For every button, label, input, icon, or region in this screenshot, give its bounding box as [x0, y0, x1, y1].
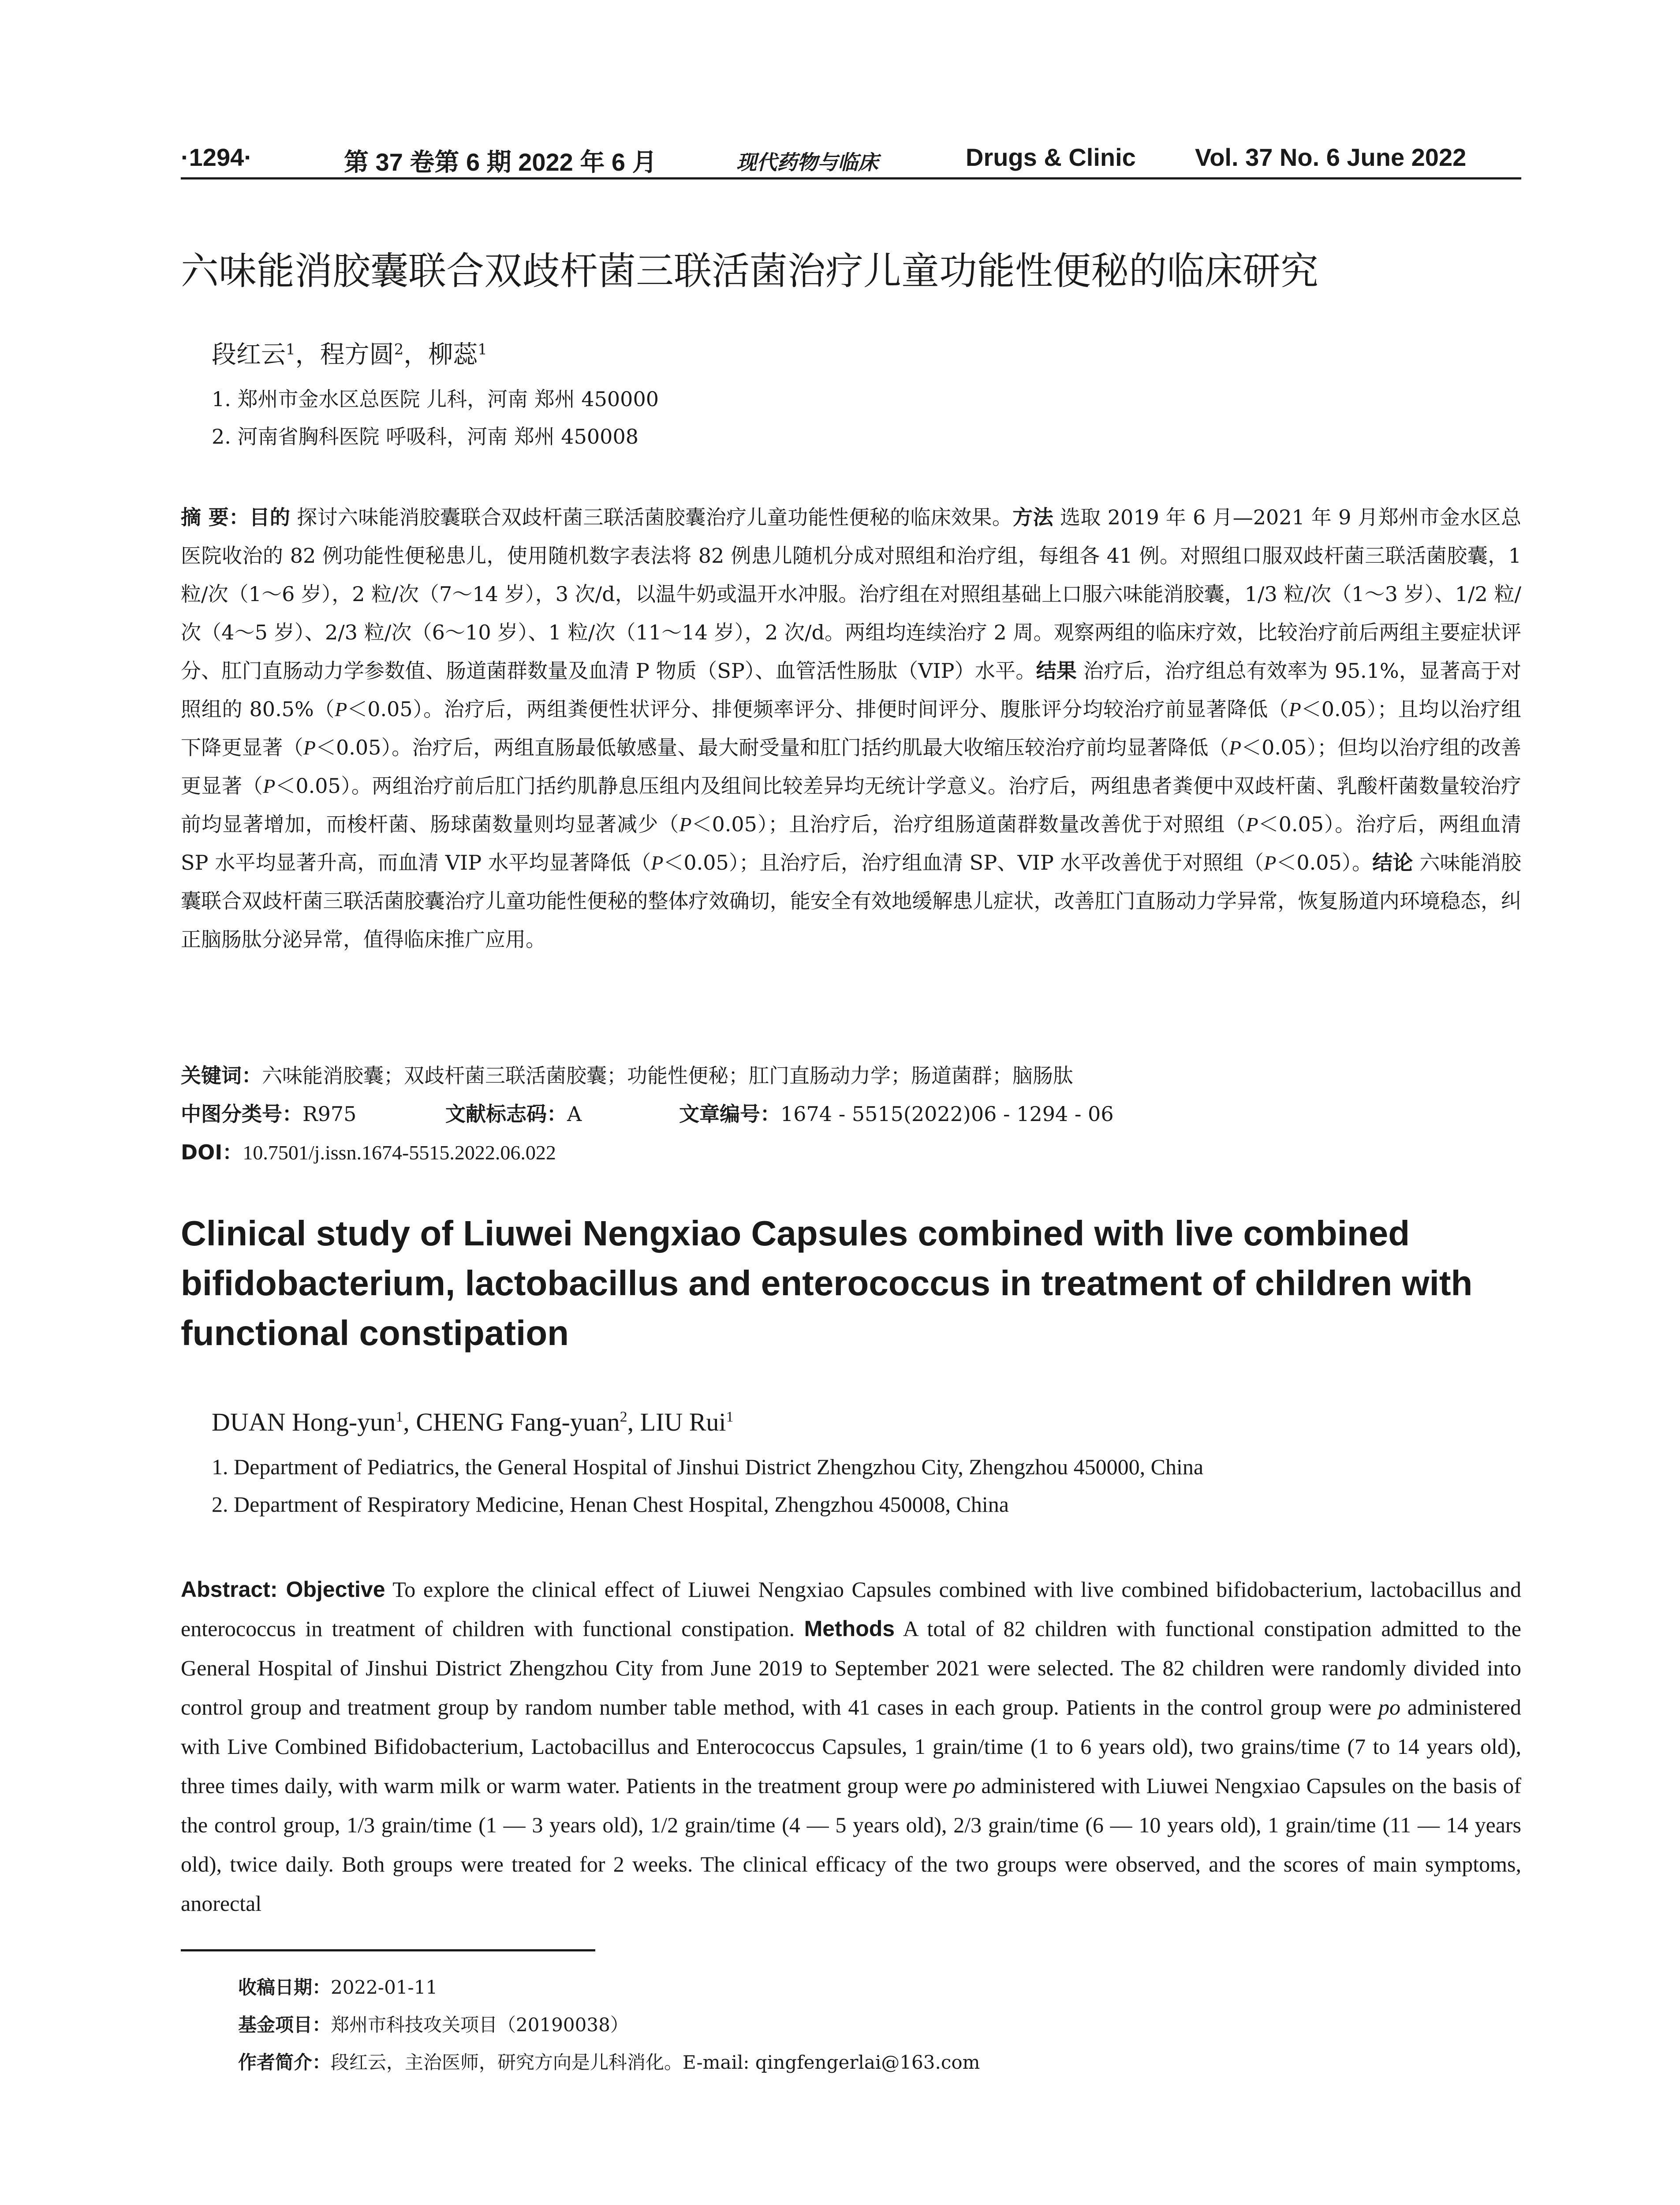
- results-text: 治疗后，治疗组总有效率为 95.1%，显著高于对照组的 80.5%（: [181, 659, 1522, 721]
- objective-label: 目的: [249, 505, 291, 529]
- doc-code-value: A: [567, 1102, 582, 1126]
- author-name: CHENG Fang-yuan: [416, 1408, 620, 1436]
- affiliation-en: 2. Department of Respiratory Medicine, Henan Chest Hospital, Zhengzhou 450008, China: [212, 1492, 1009, 1517]
- p-symbol: P: [1246, 813, 1258, 836]
- results-text: ＜0.05）。治疗后，两组直肠最低敏感量、最大耐受量和肛门括约肌最大收缩压较治疗前均显著降低（: [316, 736, 1229, 759]
- affiliation-cn: 1. 郑州市金水区总医院 儿科，河南 郑州 450000: [212, 387, 659, 411]
- title-en: Clinical study of Liuwei Nengxiao Capsules combined with live combined bifidobacterium, lactobacillus and enterococcus in treatment of children with functional constipation: [181, 1214, 1473, 1353]
- footnote-fund: [238, 2010, 629, 2041]
- abstract-label: 摘 要：: [181, 505, 250, 529]
- author-affil-mark: 1: [286, 340, 295, 359]
- results-text: ＜0.05）；且均以治疗组下降更显著（: [181, 697, 1522, 759]
- page-number: ·1294·: [181, 143, 252, 171]
- results-text: ＜0.05）；但均以治疗组的改善更显著（: [181, 736, 1522, 798]
- methods-text: administered with Liuwei Nengxiao Capsules on the basis of the control group, 1/3 grain/time (1 — 3 years old), 1/2 grain/time (4 — 5 years old), 2/3 grain/time (6 — 10 years old), 1 grain/time (11 — 14 years old), twice daily. Both groups were treated for 2 weeks. The clinical efficacy of the two groups were observed, and the scores of main symptoms, anorectal: [181, 1773, 1521, 1916]
- authors-cn: [212, 337, 487, 373]
- journal-name-en: Drugs & Clinic: [966, 143, 1136, 171]
- received-date: 2022-01-11: [331, 1977, 438, 1998]
- abstract-cn: [181, 498, 1521, 959]
- footnote-rule: [181, 1949, 595, 1951]
- objective-text: 探讨六味能消胶囊联合双歧杆菌三联活菌胶囊治疗儿童功能性便秘的临床效果。: [290, 505, 1013, 529]
- p-symbol: P: [335, 698, 347, 721]
- authors-en: [212, 1405, 734, 1440]
- doc-code-label: 文献标志码：: [445, 1102, 567, 1126]
- methods-label: Methods: [804, 1616, 895, 1641]
- author-name: 程方圆: [320, 340, 394, 369]
- author-separator: ，: [295, 340, 320, 369]
- author-bio-text: 段红云，主治医师，研究方向是儿科消化。E-mail: qingfengerlai@163.com: [331, 2052, 980, 2073]
- received-label: 收稿日期：: [238, 1977, 331, 1998]
- objective-label: Objective: [286, 1577, 385, 1602]
- results-text: ＜0.05）。治疗后，两组粪便性状评分、排便频率评分、排便时间评分、腹胀评分均较治疗前显著降低（: [347, 697, 1289, 721]
- affiliation-cn: 2. 河南省胸科医院 呼吸科，河南 郑州 450008: [212, 425, 638, 448]
- class-value: R975: [302, 1102, 357, 1126]
- methods-text: 选取 2019 年 6 月—2021 年 9 月郑州市金水区总医院收治的 82 例功能性便秘患儿，使用随机数字表法将 82 例患儿随机分成对照组和治疗组，每组各 41 例。对照组口服双歧杆菌三联活菌胶囊，1 粒/次（1～6 岁），2 粒/次（7～14 岁），3 次/d，以温牛奶或温开水冲服。治疗组在对照组基础上口服六味能消胶囊，1/3 粒/次（1～3 岁）、1/2 粒/次（4～5 岁）、2/3 粒/次（6～10 岁）、1 粒/次（11～14 岁），2 次/d。两组均连续治疗 2 周。观察两组的临床疗效，比较治疗前后两组主要症状评分、肛门直肠动力学参数值、肠道菌群数量及血清 P 物质（SP）、血管活性肠肽（VIP）水平。: [181, 505, 1522, 683]
- author-name: 柳蕊: [428, 340, 478, 369]
- author-affil-mark: 1: [478, 340, 487, 359]
- abstract-label: Abstract:: [181, 1577, 286, 1602]
- p-symbol: P: [651, 852, 664, 874]
- author-affil-mark: 2: [620, 1409, 627, 1425]
- class-label: 中图分类号：: [181, 1102, 302, 1126]
- results-text: ＜0.05）；且治疗后，治疗组血清 SP、VIP 水平改善优于对照组（: [663, 851, 1264, 875]
- p-symbol: P: [1264, 852, 1277, 874]
- author-separator: ,: [627, 1408, 640, 1436]
- results-text: ＜0.05）；且治疗后，治疗组肠道菌群数量改善优于对照组（: [691, 812, 1246, 836]
- methods-text: administered with Live Combined Bifidobacterium, Lactobacillus and Enterococcus Capsules, 1 grain/time (1 to 6 years old), two grains/time (7 to 14 years old), three times daily, with warm milk or warm water. Patients in the treatment group were: [181, 1695, 1521, 1798]
- doi-link[interactable]: 10.7501/j.issn.1674-5515.2022.06.022: [243, 1141, 556, 1164]
- fund-text: 郑州市科技攻关项目（20190038）: [331, 2014, 629, 2036]
- results-text: ＜0.05）。: [1276, 851, 1373, 875]
- p-symbol: P: [263, 775, 276, 797]
- keywords-cn: [181, 1057, 1521, 1095]
- classification-line: [181, 1095, 1521, 1133]
- author-affil-mark: 1: [396, 1409, 403, 1425]
- author-separator: ,: [403, 1408, 416, 1436]
- keywords-text: 六味能消胶囊；双歧杆菌三联活菌胶囊；功能性便秘；肛门直肠动力学；肠道菌群；脑肠肽: [262, 1064, 1073, 1088]
- conclusion-text: 六味能消胶囊联合双歧杆菌三联活菌胶囊治疗儿童功能性便秘的整体疗效确切，能安全有效地缓解患儿症状，改善肛门直肠动力学异常，恢复肠道内环境稳态，纠正脑肠肽分泌异常，值得临床推广应用。: [181, 851, 1522, 951]
- p-symbol: P: [679, 813, 692, 836]
- methods-label: 方法: [1012, 505, 1053, 529]
- keywords-label: 关键词：: [181, 1064, 262, 1088]
- title-cn: 六味能消胶囊联合双歧杆菌三联活菌治疗儿童功能性便秘的临床研究: [181, 249, 1318, 293]
- author-affil-mark: 1: [726, 1409, 734, 1425]
- volume-issue-cn: 第 37 卷第 6 期 2022 年 6 月: [344, 148, 657, 176]
- abstract-en: [181, 1570, 1521, 1923]
- p-symbol: P: [1229, 736, 1242, 759]
- article-number-label: 文章编号：: [679, 1102, 780, 1126]
- author-name: 段红云: [212, 340, 286, 369]
- objective-text: To explore the clinical effect of Liuwei Nengxiao Capsules combined with live combined bifidobacterium, lactobacillus and enterococcus in treatment of children with functional constipation.: [181, 1577, 1521, 1641]
- po-abbrev: po: [953, 1773, 975, 1798]
- p-symbol: P: [1288, 698, 1301, 721]
- affiliation-en: 1. Department of Pediatrics, the General Hospital of Jinshui District Zhengzhou City, Zhengzhou 450000, China: [212, 1454, 1204, 1479]
- doi-label: DOI：: [181, 1140, 243, 1164]
- author-name: LIU Rui: [640, 1408, 726, 1436]
- author-affil-mark: 2: [394, 340, 404, 359]
- article-number-value: 1674 - 5515(2022)06 - 1294 - 06: [780, 1102, 1114, 1126]
- p-symbol: P: [303, 736, 316, 759]
- volume-issue-en: Vol. 37 No. 6 June 2022: [1195, 143, 1467, 171]
- results-text: ＜0.05）。两组治疗前后肛门括约肌静息压组内及组间比较差异均无统计学意义。治疗后，两组患者粪便中双歧杆菌、乳酸杆菌数量较治疗前均显著增加，而梭杆菌、肠球菌数量则均显著减少（: [181, 774, 1522, 836]
- running-header: [181, 138, 1521, 177]
- author-bio-label: 作者简介：: [238, 2052, 331, 2073]
- footnote-author: [238, 2047, 980, 2078]
- methods-text: A total of 82 children with functional constipation admitted to the General Hospital of Jinshui District Zhengzhou City from June 2019 to September 2021 were selected. The 82 children were randomly divided into control group and treatment group by random number table method, with 41 cases in each group. Patients in the control group were: [181, 1616, 1521, 1719]
- header-rule: [181, 177, 1521, 179]
- doi-line: [181, 1133, 1521, 1172]
- conclusion-label: 结论: [1372, 851, 1413, 875]
- results-label: 结果: [1036, 659, 1077, 683]
- footnote-received: [238, 1972, 437, 2003]
- results-text: ＜0.05）。治疗后，两组血清 SP 水平均显著升高，而血清 VIP 水平均显著降低（: [181, 812, 1522, 875]
- author-name: DUAN Hong-yun: [212, 1408, 396, 1436]
- author-separator: ，: [403, 340, 429, 369]
- journal-name-cn: 现代药物与临床: [736, 150, 878, 174]
- fund-label: 基金项目：: [238, 2014, 331, 2036]
- po-abbrev: po: [1378, 1695, 1400, 1719]
